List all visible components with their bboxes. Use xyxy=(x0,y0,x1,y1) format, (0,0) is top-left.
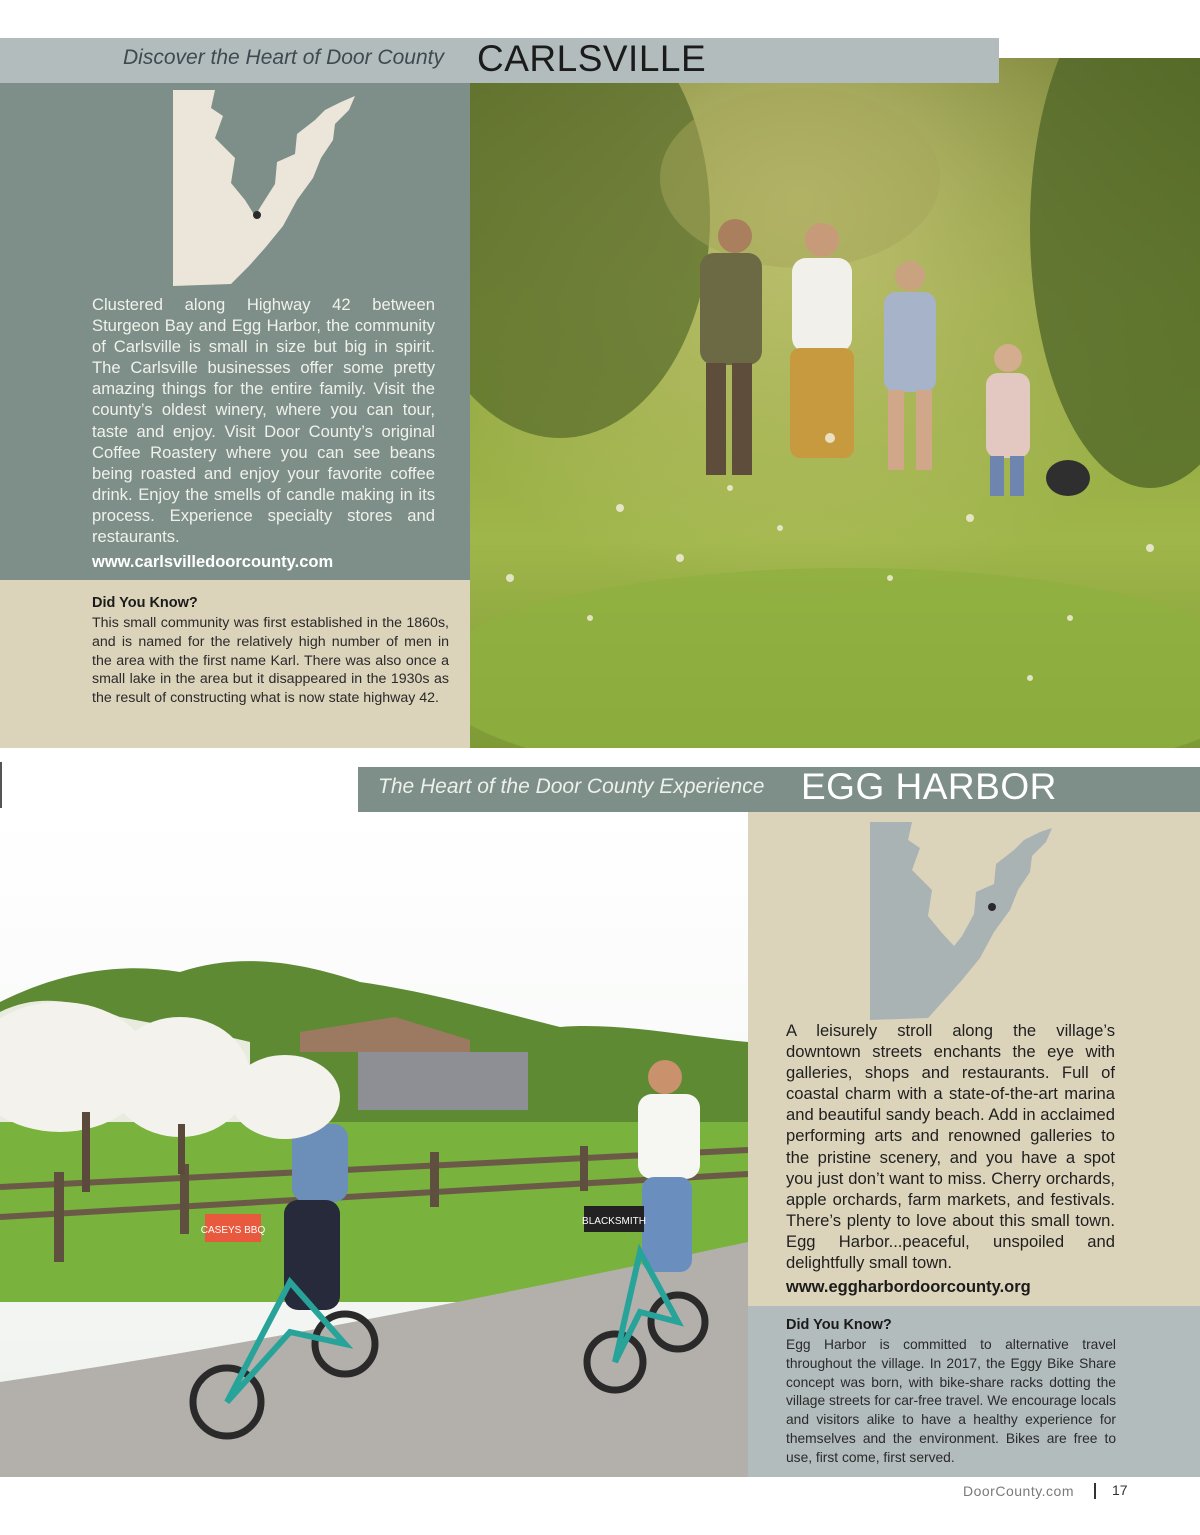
couple-biking-photo xyxy=(0,812,748,1477)
egg-harbor-title: EGG HARBOR xyxy=(801,766,1057,807)
page-number: 17 xyxy=(1112,1482,1128,1498)
egg-harbor-tagline: The Heart of the Door County Experience xyxy=(378,775,765,798)
carlsville-locator-map xyxy=(165,88,365,288)
egg-harbor-locator-map xyxy=(862,818,1062,1023)
footer-site-name[interactable]: DoorCounty.com xyxy=(963,1483,1075,1499)
carlsville-title: CARLSVILLE xyxy=(477,38,707,79)
egg-harbor-website-link[interactable]: www.eggharbordoorcounty.org xyxy=(786,1278,1031,1296)
carlsville-tagline: Discover the Heart of Door County xyxy=(123,46,444,69)
page-edge-rule xyxy=(0,762,2,808)
egg-harbor-did-you-know-title: Did You Know? xyxy=(786,1317,892,1333)
carlsville-description: Clustered along Highway 42 between Sturgeon Bay and Egg Harbor, the community of Carlsville is small in size but big in spirit. The Carlsville businesses offer some pretty amazing things for the entire family. Visit the county’s oldest winery, where you can tour, taste and enjoy. Visit Door County’s original Coffee Roastery where you can see beans being roasted and enjoy your favorite coffee drink. Enjoy the smells of candle making in its process. Experience specialty stores and restaurants. xyxy=(92,295,435,547)
egg-harbor-description: A leisurely stroll along the village’s downtown streets enchants the eye with galleries, shops and restaurants. Full of coastal charm with a state-of-the-art marina and beautiful sandy beach. Add in acclaimed performing arts and renowned galleries to the pristine scenery, and you have a spot you just don’t want to miss. Cherry orchards, apple orchards, farm markets, and festivals. There’s plenty to love about this small town. Egg Harbor...peaceful, unspoiled and delightfully small town. xyxy=(786,1021,1115,1273)
carlsville-website-link[interactable]: www.carlsvilledoorcounty.com xyxy=(92,553,334,571)
bike-plate-left: CASEYS BBQ xyxy=(200,1225,266,1236)
carlsville-did-you-know-title: Did You Know? xyxy=(92,595,198,611)
bike-plate-right: BLACKSMITH xyxy=(582,1216,646,1227)
footer-divider xyxy=(1094,1483,1096,1499)
carlsville-did-you-know-text: This small community was first established in the 1860s, and is named for the relatively high number of men in the area with the first name Karl. There was also once a small lake in the area but it disappeared in the 1930s as the result of constructing what is now state highway 42. xyxy=(92,615,449,707)
family-walking-photo xyxy=(470,58,1200,748)
egg-harbor-did-you-know-text: Egg Harbor is committed to alternative travel throughout the village. In 2017, the Eggy Bike Share concept was born, with bike-share racks dotting the village streets for car-free travel. We encourage locals and visitors alike to have a healthy experience for themselves and the environment. Bikes are free to use, first come, first served. xyxy=(786,1337,1116,1465)
